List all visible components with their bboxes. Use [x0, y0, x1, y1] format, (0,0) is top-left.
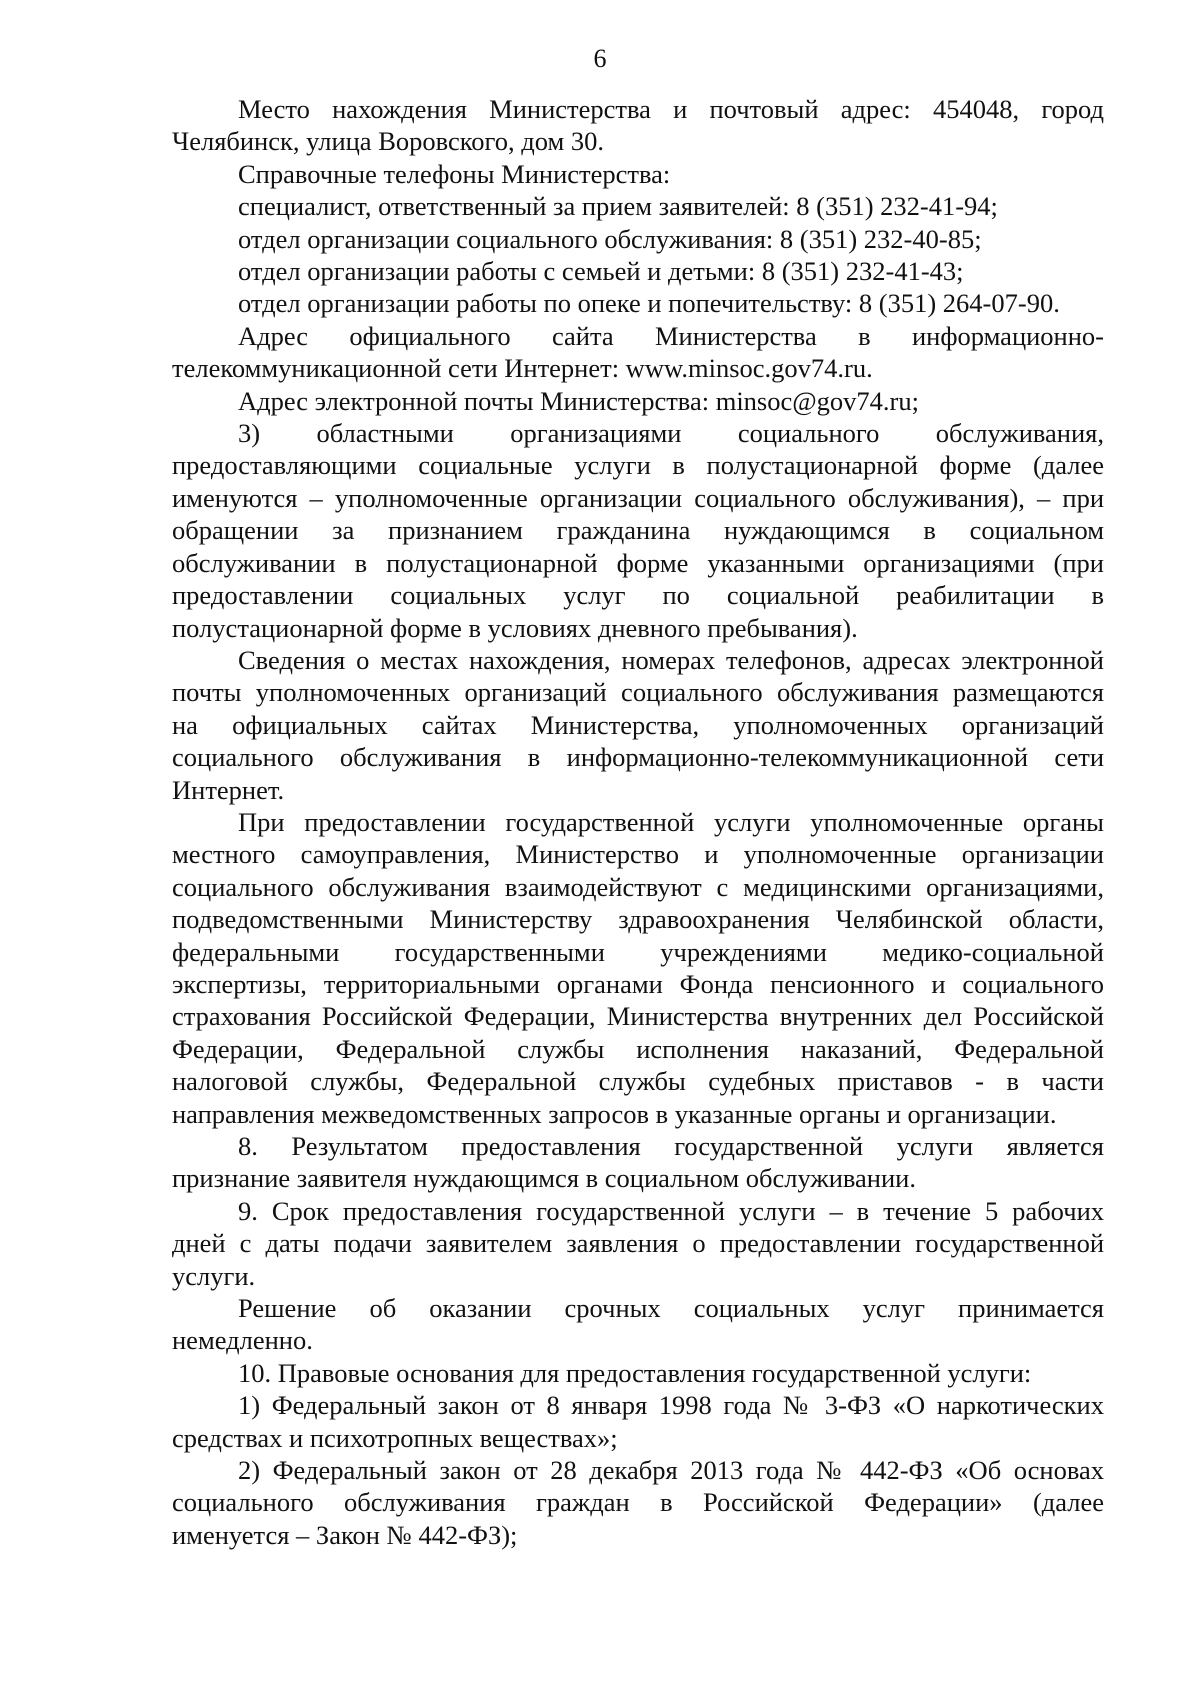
text-line: 2) Федеральный закон от 28 декабря 2013 года № 442-ФЗ «Об основах — [238, 1455, 1104, 1486]
text-line: немедленно. — [172, 1325, 313, 1356]
text-line: Решение об оказании срочных социальных услуг принимается — [238, 1293, 1104, 1324]
text-line: предоставлении социальных услуг по социальной реабилитации в — [172, 580, 1104, 611]
text-line: 10. Правовые основания для предоставления государственной услуги: — [238, 1357, 1032, 1388]
text-line: Интернет. — [172, 774, 285, 805]
text-line: именуются – уполномоченные организации социального обслуживания), – при — [172, 482, 1104, 513]
text-line: 3) областными организациями социального обслуживания, — [238, 418, 1104, 449]
text-line: При предоставлении государственной услуги уполномоченные органы — [238, 806, 1104, 837]
text-line: средствах и психотропных веществах»; — [172, 1422, 618, 1453]
document-body — [172, 93, 1104, 1551]
text-line: дней с даты подачи заявителем заявления о предоставлении государственной — [172, 1228, 1104, 1259]
text-line: местного самоуправления, Министерство и уполномоченные организации — [172, 839, 1104, 870]
text-line: специалист, ответственный за прием заявителей: 8 (351) 232-41-94; — [238, 191, 998, 222]
text-line: именуется – Закон № 442-ФЗ); — [172, 1519, 518, 1550]
text-line: отдел организации работы по опеке и попечительству: 8 (351) 264-07-90. — [238, 288, 1060, 319]
text-line: Адрес электронной почты Министерства: minsoc@gov74.ru; — [238, 385, 919, 416]
text-line: телекоммуникационной сети Интернет: www.minsoc.gov74.ru. — [172, 353, 873, 384]
text-line: признание заявителя нуждающимся в социальном обслуживании. — [172, 1163, 916, 1194]
text-line: страхования Российской Федерации, Министерства внутренних дел Российской — [172, 1001, 1104, 1032]
text-line: Место нахождения Министерства и почтовый адрес: 454048, город — [238, 94, 1104, 124]
text-line: социального обслуживания в информационно-телекоммуникационной сети — [172, 742, 1104, 773]
text-line: Сведения о местах нахождения, номерах телефонов, адресах электронной — [238, 644, 1104, 675]
text-line: услуги. — [172, 1260, 256, 1291]
text-line: 1) Федеральный закон от 8 января 1998 года № 3-ФЗ «О наркотических — [238, 1390, 1104, 1421]
text-line: подведомственными Министерству здравоохранения Челябинской области, — [172, 904, 1104, 935]
text-line: полустационарной форме в условиях дневного пребывания). — [172, 612, 858, 643]
text-line: обслуживании в полустационарной форме указанными организациями (при — [172, 547, 1104, 578]
text-line: отдел организации социального обслуживания: 8 (351) 232-40-85; — [238, 223, 982, 254]
text-line: 9. Срок предоставления государственной услуги – в течение 5 рабочих — [238, 1195, 1104, 1226]
text-line: 8. Результатом предоставления государственной услуги является — [238, 1131, 1104, 1161]
text-line: федеральными государственными учреждениями медико-социальной — [172, 936, 1104, 967]
text-line: почты уполномоченных организаций социального обслуживания размещаются — [172, 677, 1104, 708]
text-line: социального обслуживания взаимодействуют с медицинскими организациями, — [172, 871, 1104, 902]
text-line: Челябинск, улица Воровского, дом 30. — [172, 126, 604, 157]
text-line: налоговой службы, Федеральной службы судебных приставов - в части — [172, 1066, 1104, 1097]
text-line: отдел организации работы с семьей и детьми: 8 (351) 232-41-43; — [238, 256, 964, 287]
text-line: обращении за признанием гражданина нуждающимся в социальном — [172, 515, 1104, 546]
text-line: Адрес официального сайта Министерства в информационно- — [238, 320, 1104, 351]
text-line: Федерации, Федеральной службы исполнения наказаний, Федеральной — [172, 1033, 1104, 1064]
text-line: предоставляющими социальные услуги в полустационарной форме (далее — [172, 450, 1104, 481]
text-line: социального обслуживания граждан в Российской Федерации» (далее — [172, 1487, 1104, 1518]
text-line: экспертизы, территориальными органами Фонда пенсионного и социального — [172, 968, 1104, 999]
text-line: Справочные телефоны Министерства: — [238, 158, 671, 189]
text-line: на официальных сайтах Министерства, уполномоченных организаций — [172, 709, 1104, 740]
text-line: направления межведомственных запросов в указанные органы и организации. — [172, 1098, 1057, 1129]
page-number: 6 — [593, 44, 607, 73]
